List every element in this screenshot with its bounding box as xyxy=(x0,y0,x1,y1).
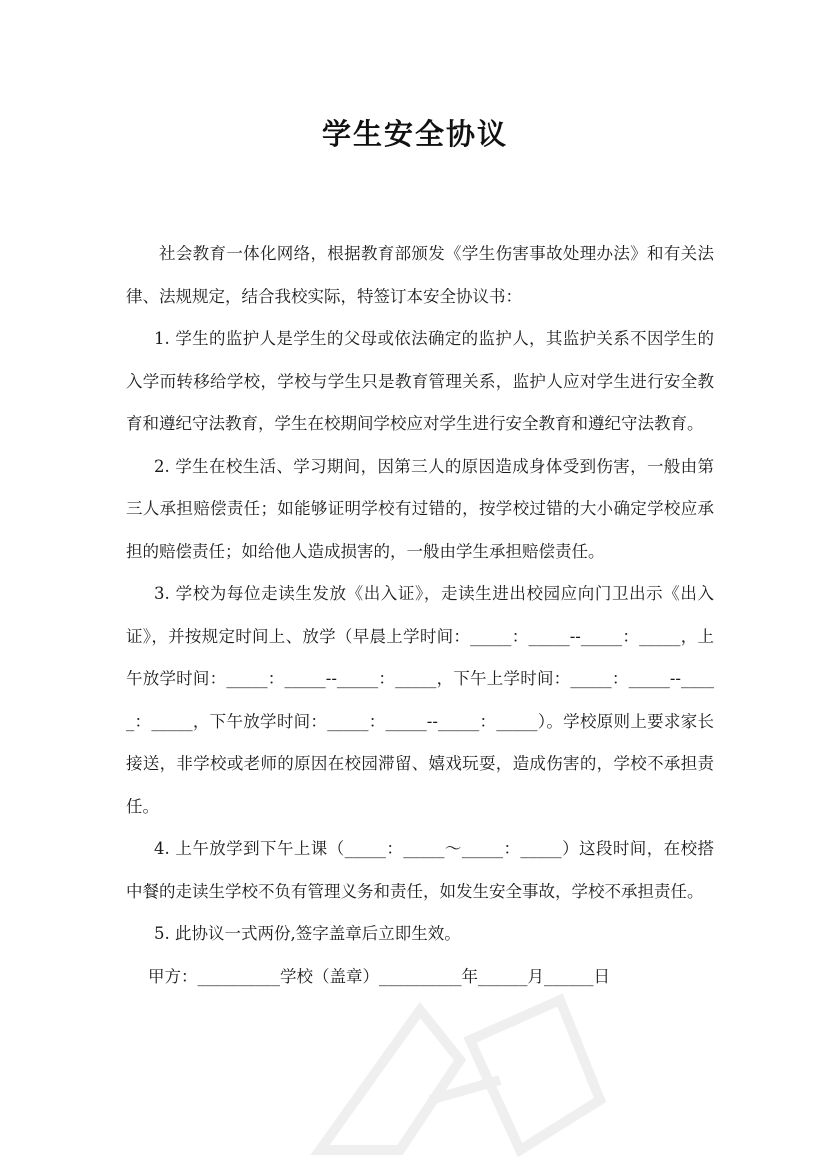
clause-1: 1. 学生的监护人是学生的父母或依法确定的监护人，其监护关系不因学生的入学而转移给学校，学校与学生只是教育管理关系，监护人应对学生进行安全教育和遵纪守法教育，学生在校期间学校应对学生进行安全教育和遵纪守法教育。 xyxy=(126,329,714,433)
clause-4: 4. 上午放学到下午上课（_____：_____～_____：_____）这段时间，在校搭中餐的走读生学校不负有管理义务和责任，如发生安全事故，学校不承担责任。 xyxy=(126,839,714,901)
clause-5: 5. 此协议一式两份,签字盖章后立即生效。 xyxy=(154,924,461,943)
intro-paragraph: 社会教育一体化网络，根据教育部颁发《学生伤害事故处理办法》和有关法律、法规规定，结合我校实际，特签订本安全协议书： xyxy=(126,244,714,306)
document-body xyxy=(126,233,714,998)
signature-line: 甲方：__________学校（盖章）__________年______月______日 xyxy=(148,966,610,986)
watermark-graphic xyxy=(300,980,640,1170)
clause-2: 2. 学生在校生活、学习期间，因第三人的原因造成身体受到伤害，一般由第三人承担赔偿责任；如能够证明学校有过错的，按学校过错的大小确定学校应承担的赔偿责任；如给他人造成损害的，一般由学生承担赔偿责任。 xyxy=(126,456,714,561)
clause-3: 3. 学校为每位走读生发放《出入证》，走读生进出校园应向门卫出示《出入证》，并按规定时间上、放学（早晨上学时间：_____：_____--_____：_____，上午放学时间：_____：_____--_____：_____，下午上学时间：_____：_____--_____：_____，下午放学时间：_____：_____--_____：_____）。学校原则上要求家长接送，非学校或老师的原因在校园滞留、嬉戏玩耍，造成伤害的，学校不承担责任。 xyxy=(126,584,714,816)
document-title: 学生安全协议 xyxy=(321,117,508,151)
